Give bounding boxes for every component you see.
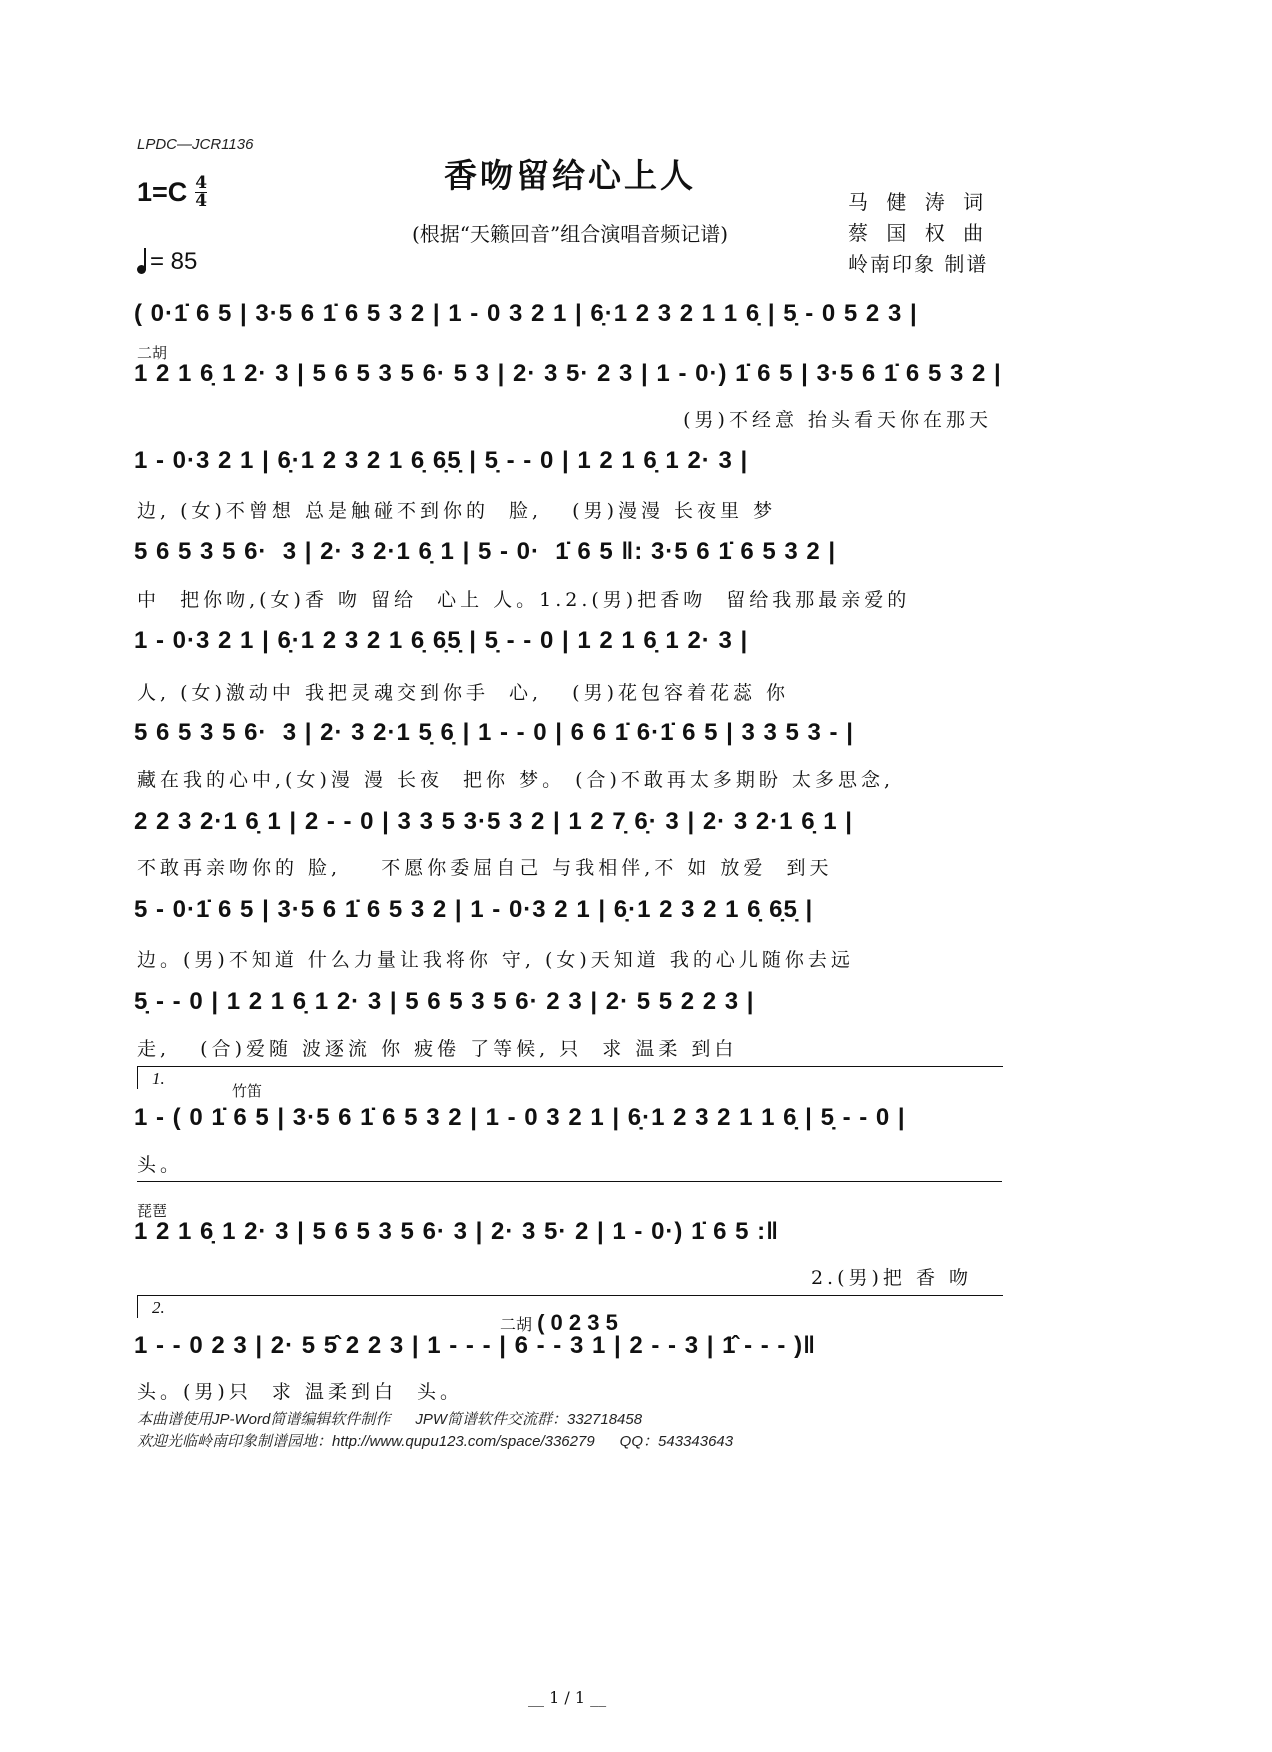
lyric-row-8: 边。(男)不知道 什么力量让我将你 守, (女)天知道 我的心儿随你去远 bbox=[137, 949, 854, 971]
footer-software-note: 本曲谱使用JP-Word简谱编辑软件制作 JPW简谱软件交流群：332718458 bbox=[137, 1411, 643, 1428]
lyric-row-10: 头。 bbox=[137, 1154, 184, 1176]
staff-row-2: 1 2 1 6̣ 1 2· 3 | 5 6 5 3 5 6· 5 3 | 2· 3 5· 2 3 | 1 - 0·) 1̇ 6 5 | 3·5 6 1̇ 6 5 3 2 | bbox=[134, 360, 1002, 387]
lyric-row-4: 中 把你吻,(女)香 吻 留给 心上 人。1.2.(男)把香吻 留给我那最亲爱的 bbox=[137, 589, 911, 611]
page-title: 香吻留给心上人 bbox=[444, 156, 696, 195]
staff-row-1: ( 0·1̇ 6 5 | 3·5 6 1̇ 6 5 3 2 | 1 - 0 3 2 1 | 6̣·1 2 3 2 1 1 6̣ | 5̣ - 0 5 2 3 | bbox=[134, 300, 918, 327]
lyric-row-12: 头。(男)只 求 温柔到白 头。 bbox=[137, 1381, 464, 1403]
instrument-label: 二胡 ( 0 2 3 5 bbox=[500, 1310, 618, 1335]
credits bbox=[848, 187, 989, 280]
lyric-row-7: 不敢再亲吻你的 脸, 不愿你委屈自己 与我相伴,不 如 放爱 到天 bbox=[137, 857, 833, 879]
lyric-row-2: (男)不经意 抬头看天你在那天 bbox=[683, 409, 992, 431]
subtitle: (根据“天籁回音”组合演唱音频记谱) bbox=[411, 222, 729, 246]
page-number: __ 1 / 1 __ bbox=[528, 1688, 607, 1707]
quarter-note-icon bbox=[137, 265, 146, 274]
staff-row-11: 1 2 1 6̣ 1 2· 3 | 5 6 5 3 5 6· 3 | 2· 3 5· 2 | 1 - 0·) 1̇ 6 5 :‖ bbox=[134, 1218, 780, 1245]
time-signature: $\frac{4}{4}$ bbox=[195, 173, 208, 211]
key-label: 1=C bbox=[137, 177, 188, 207]
volta-2-bracket: 2. bbox=[137, 1295, 1003, 1318]
instrument-label: 竹笛 bbox=[232, 1082, 263, 1100]
staff-row-10: 1 - ( 0 1̇ 6 5 | 3·5 6 1̇ 6 5 3 2 | 1 - 0 3 2 1 | 6̣·1 2 3 2 1 1 6̣ | 5̣ - - 0 | bbox=[134, 1104, 906, 1131]
instrument-label: 琵琶 bbox=[137, 1202, 168, 1220]
lyric-row-3: 边, (女)不曾想 总是触碰不到你的 脸, (男)漫漫 长夜里 梦 bbox=[137, 500, 777, 522]
lyric-row-5: 人, (女)激动中 我把灵魂交到你手 心, (男)花包容着花蕊 你 bbox=[137, 682, 790, 704]
staff-row-8: 5 - 0·1̇ 6 5 | 3·5 6 1̇ 6 5 3 2 | 1 - 0·3 2 1 | 6̣·1 2 3 2 1 6̣ 6̣5̣ | bbox=[134, 896, 814, 923]
divider-line bbox=[137, 1181, 1002, 1182]
staff-row-5: 1 - 0·3 2 1 | 6̣·1 2 3 2 1 6̣ 6̣5̣ | 5̣ - - 0 | 1 2 1 6̣ 1 2· 3 | bbox=[134, 627, 749, 654]
composer: 蔡 国 权 曲 bbox=[848, 221, 990, 245]
key-signature bbox=[137, 175, 207, 210]
lyric-row-11: 2.(男)把 香 吻 bbox=[810, 1267, 972, 1289]
score-code: LPDC—JCR1136 bbox=[137, 136, 254, 153]
staff-row-7: 2 2 3 2·1 6̣ 1 | 2 - - 0 | 3 3 5 3·5 3 2 | 1 2 7̣ 6̣· 3 | 2· 3 2·1 6̣ 1 | bbox=[134, 808, 853, 835]
volta-1-bracket: 1. bbox=[137, 1066, 1003, 1089]
lyric-row-6: 藏在我的心中,(女)漫 漫 长夜 把你 梦。 (合)不敢再太多期盼 太多思念, bbox=[137, 769, 895, 791]
arranger: 岭南印象 制谱 bbox=[848, 252, 989, 276]
staff-row-6: 5 6 5 3 5 6· 3 | 2· 3 2·1 5̣ 6̣ | 1 - - 0 | 6 6 1̇ 6·1̇ 6 5 | 3 3 5 3 - | bbox=[134, 719, 854, 746]
lyric-row-9: 走, (合)爱随 波逐流 你 疲倦 了等候, 只 求 温柔 到白 bbox=[137, 1038, 738, 1060]
lyricist: 马 健 涛 词 bbox=[848, 190, 990, 214]
staff-row-3: 1 - 0·3 2 1 | 6̣·1 2 3 2 1 6̣ 6̣5̣ | 5̣ - - 0 | 1 2 1 6̣ 1 2· 3 | bbox=[134, 447, 749, 474]
tempo-marking: = 85 bbox=[137, 248, 197, 276]
footer-website-note: 欢迎光临岭南印象制谱园地：http://www.qupu123.com/space/336279 QQ：543343643 bbox=[137, 1433, 734, 1450]
instrument-label: 二胡 bbox=[137, 344, 168, 362]
staff-row-12: 1 - - 0 2 3 | 2· 5 5̂ 2 2 3 | 1 - - - | 6 - - 3 1 | 2 - - 3 | 1̂ - - - )‖ bbox=[134, 1332, 817, 1359]
staff-row-9: 5̣ - - 0 | 1 2 1 6̣ 1 2· 3 | 5 6 5 3 5 6· 2 3 | 2· 5 5 2 2 3 | bbox=[134, 988, 755, 1015]
staff-row-4: 5 6 5 3 5 6· 3 | 2· 3 2·1 6̣ 1 | 5 - 0· 1̇ 6 5 ‖: 3·5 6 1̇ 6 5 3 2 | bbox=[134, 538, 837, 565]
